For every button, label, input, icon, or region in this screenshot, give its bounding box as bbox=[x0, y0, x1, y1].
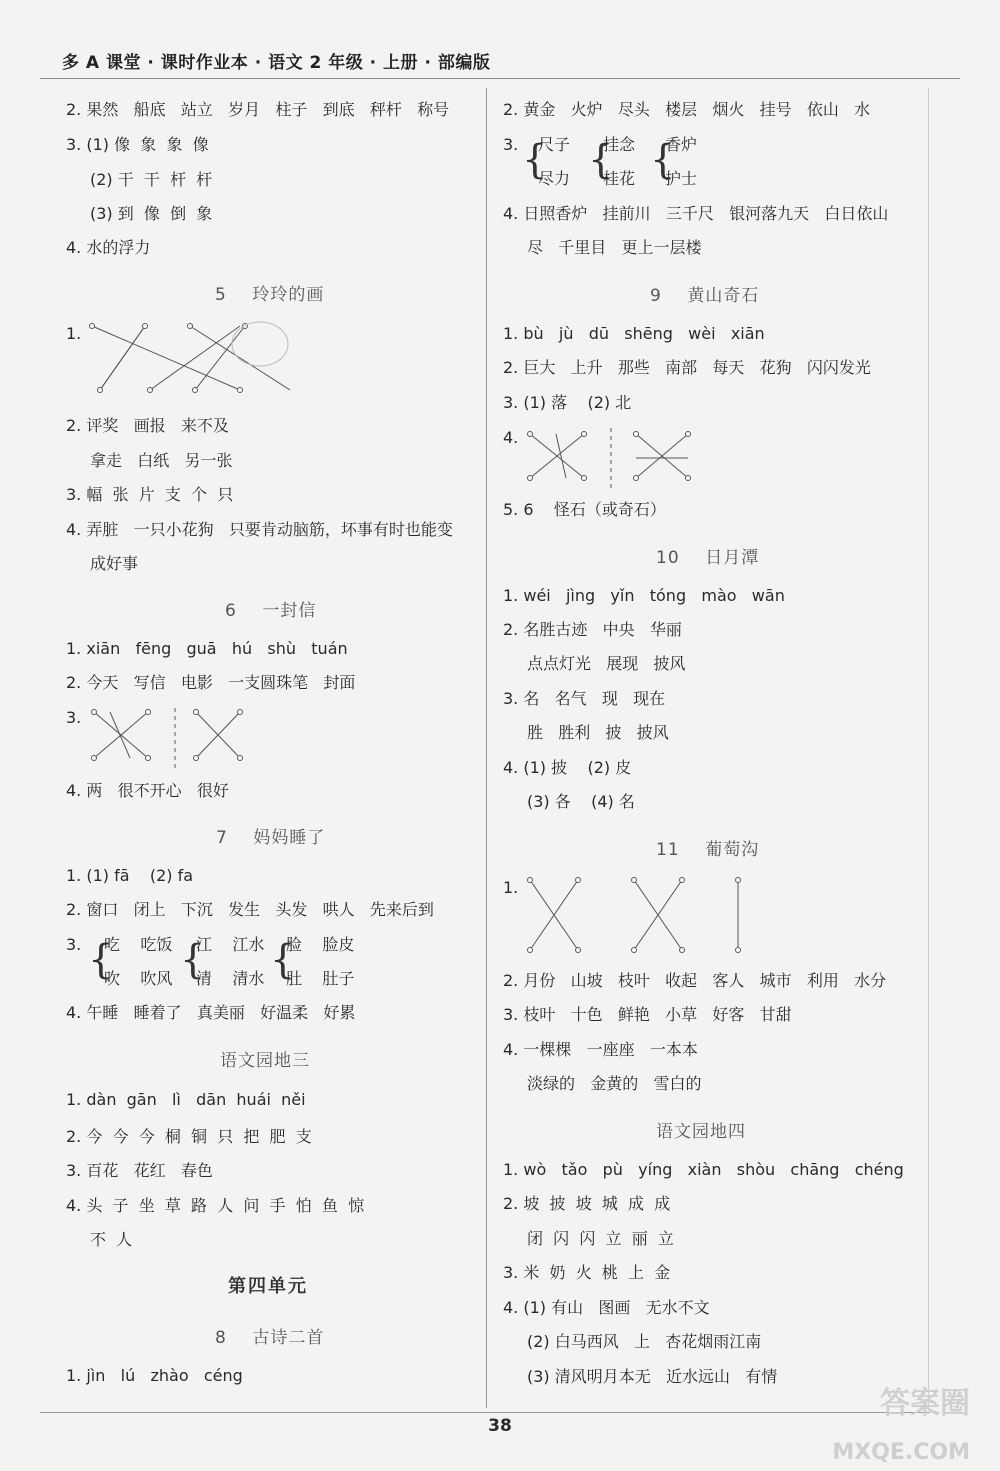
answer-line: 3. bbox=[66, 935, 82, 954]
lesson-title-8: 8 古诗二首 bbox=[215, 1328, 325, 1348]
answer-line: (2) 白马西风 上 杏花烟雨江南 bbox=[527, 1332, 762, 1351]
answer-line: 拿走 白纸 另一张 bbox=[90, 451, 233, 470]
lesson-title-6: 6 一封信 bbox=[225, 601, 317, 621]
lesson-title-7: 7 妈妈睡了 bbox=[216, 828, 326, 848]
answer-line: 4. 日照香炉 挂前川 三千尺 银河落九天 白日依山 bbox=[503, 204, 889, 223]
answer-line: 4. (1) 有山 图画 无水不文 bbox=[503, 1298, 710, 1317]
answer-line: 1. dàn gān lì dān huái něi bbox=[66, 1090, 306, 1109]
answer-line: 4. 水的浮力 bbox=[66, 238, 151, 257]
answer-line: 4. (1) 披 (2) 皮 bbox=[503, 758, 632, 777]
section-title-garden-3: 语文园地三 bbox=[220, 1051, 310, 1071]
margin-line bbox=[928, 88, 929, 1408]
answer-line: 香炉 bbox=[665, 135, 698, 154]
brace-icon: { bbox=[650, 137, 676, 183]
answer-line: 1. jìn lú zhào céng bbox=[66, 1366, 243, 1385]
answer-line: 1. bbox=[503, 878, 519, 897]
answer-line: 4. 弄脏 一只小花狗 只要肯动脑筋，坏事有时也能变 bbox=[66, 520, 453, 539]
section-title-garden-4: 语文园地四 bbox=[656, 1122, 746, 1142]
page-number: 38 bbox=[488, 1416, 512, 1436]
answer-line: 3. bbox=[66, 708, 82, 727]
answer-line: 3. 枝叶 十色 鲜艳 小草 好客 甘甜 bbox=[503, 1005, 792, 1024]
footer-divider bbox=[40, 1412, 930, 1413]
unit-title: 第四单元 bbox=[228, 1276, 308, 1297]
answer-line: 成好事 bbox=[90, 554, 139, 573]
answer-line: 4. 一棵棵 一座座 一本本 bbox=[503, 1040, 698, 1059]
column-divider bbox=[486, 88, 487, 1408]
answer-line: 1. wò tǎo pù yíng xiàn shòu chāng chéng bbox=[503, 1160, 904, 1179]
matching-lines-11 bbox=[526, 876, 746, 956]
answer-line: 尺子 bbox=[538, 135, 571, 154]
brace-icon: { bbox=[522, 137, 548, 183]
answer-line: 1. bbox=[66, 324, 82, 343]
answer-line: 2. 今 今 今 桐 铜 只 把 肥 支 bbox=[66, 1127, 312, 1146]
answer-line: 点点灯光 展现 披风 bbox=[527, 654, 686, 673]
answer-line: 闭 闪 闪 立 丽 立 bbox=[527, 1229, 674, 1248]
answer-line: 尽力 bbox=[538, 169, 571, 188]
answer-line: 3. 名 名气 现 现在 bbox=[503, 689, 666, 708]
matching-lines-6 bbox=[90, 708, 250, 768]
answer-line: 2. 黄金 火炉 尽头 楼层 烟火 挂号 依山 水 bbox=[503, 100, 871, 119]
answer-line: 1. (1) fā (2) fa bbox=[66, 866, 194, 885]
matching-lines-5 bbox=[90, 320, 290, 400]
lesson-title-9: 9 黄山奇石 bbox=[650, 286, 760, 306]
answer-line: 江 江水 bbox=[196, 935, 265, 954]
answer-line: 挂念 bbox=[603, 135, 636, 154]
watermark-logo: 答案圈 bbox=[880, 1386, 970, 1421]
answer-line: 3. 幅 张 片 支 个 只 bbox=[66, 485, 234, 504]
answer-line: 2. 果然 船底 站立 岁月 柱子 到底 秤杆 称号 bbox=[66, 100, 450, 119]
answer-line: 1. bù jù dū shēng wèi xiān bbox=[503, 324, 765, 343]
answer-line: 不 人 bbox=[90, 1230, 133, 1249]
answer-line: 吃 吃饭 bbox=[104, 935, 173, 954]
answer-line: 3. 米 奶 火 桃 上 金 bbox=[503, 1263, 671, 1282]
brace-icon: { bbox=[588, 137, 614, 183]
answer-line: 3. bbox=[503, 135, 519, 154]
watermark-url: MXQE.COM bbox=[832, 1440, 970, 1465]
lesson-title-10: 10 日月潭 bbox=[656, 548, 760, 568]
answer-line: 淡绿的 金黄的 雪白的 bbox=[527, 1074, 702, 1093]
answer-line: 尽 千里目 更上一层楼 bbox=[527, 238, 702, 257]
answer-line: 2. 巨大 上升 那些 南部 每天 花狗 闪闪发光 bbox=[503, 358, 871, 377]
brace-icon: { bbox=[270, 937, 296, 983]
answer-line: 5. 6 怪石（或奇石） bbox=[503, 500, 666, 519]
answer-line: 脸 脸皮 bbox=[286, 935, 355, 954]
answer-line: (3) 清风明月本无 近水远山 有情 bbox=[527, 1367, 778, 1386]
brace-icon: { bbox=[88, 937, 114, 983]
lesson-title-11: 11 葡萄沟 bbox=[656, 840, 760, 860]
answer-line: 4. 午睡 睡着了 真美丽 好温柔 好累 bbox=[66, 1003, 356, 1022]
answer-line: 2. 月份 山坡 枝叶 收起 客人 城市 利用 水分 bbox=[503, 971, 887, 990]
answer-line: 桂花 bbox=[603, 169, 636, 188]
answer-line: (3) 各 (4) 名 bbox=[527, 792, 635, 811]
answer-line: 清 清水 bbox=[196, 969, 265, 988]
answer-line: 护士 bbox=[665, 169, 698, 188]
answer-line: 2. 坡 披 坡 城 成 成 bbox=[503, 1194, 671, 1213]
lesson-title-5: 5 玲玲的画 bbox=[215, 285, 325, 305]
answer-line: 1. xiān fēng guā hú shù tuán bbox=[66, 639, 348, 658]
answer-line: 2. 评奖 画报 来不及 bbox=[66, 416, 229, 435]
answer-line: 吹 吹风 bbox=[104, 969, 173, 988]
answer-line: 4. 头 子 坐 草 路 人 问 手 怕 鱼 惊 bbox=[66, 1196, 365, 1215]
answer-line: (3) 到 像 倒 象 bbox=[90, 204, 213, 223]
page-header: 多 A 课堂 · 课时作业本 · 语文 2 年级 · 上册 · 部编版 bbox=[62, 53, 491, 73]
answer-line: 1. wéi jìng yǐn tóng mào wān bbox=[503, 586, 785, 605]
matching-lines-9 bbox=[526, 428, 696, 488]
answer-line: 3. (1) 像 象 象 像 bbox=[66, 135, 209, 154]
answer-line: 胜 胜利 披 披风 bbox=[527, 723, 669, 742]
answer-line: 2. 今天 写信 电影 一支圆珠笔 封面 bbox=[66, 673, 356, 692]
brace-icon: { bbox=[180, 937, 206, 983]
answer-line: 3. (1) 落 (2) 北 bbox=[503, 393, 632, 412]
answer-line: (2) 干 干 杆 杆 bbox=[90, 170, 213, 189]
answer-line: 4. bbox=[503, 428, 519, 447]
header-divider bbox=[40, 78, 960, 79]
answer-line: 肚 肚子 bbox=[286, 969, 355, 988]
answer-line: 3. 百花 花红 春色 bbox=[66, 1161, 213, 1180]
answer-line: 2. 名胜古迹 中央 华丽 bbox=[503, 620, 682, 639]
answer-line: 4. 两 很不开心 很好 bbox=[66, 781, 229, 800]
answer-line: 2. 窗口 闭上 下沉 发生 头发 哄人 先来后到 bbox=[66, 900, 434, 919]
